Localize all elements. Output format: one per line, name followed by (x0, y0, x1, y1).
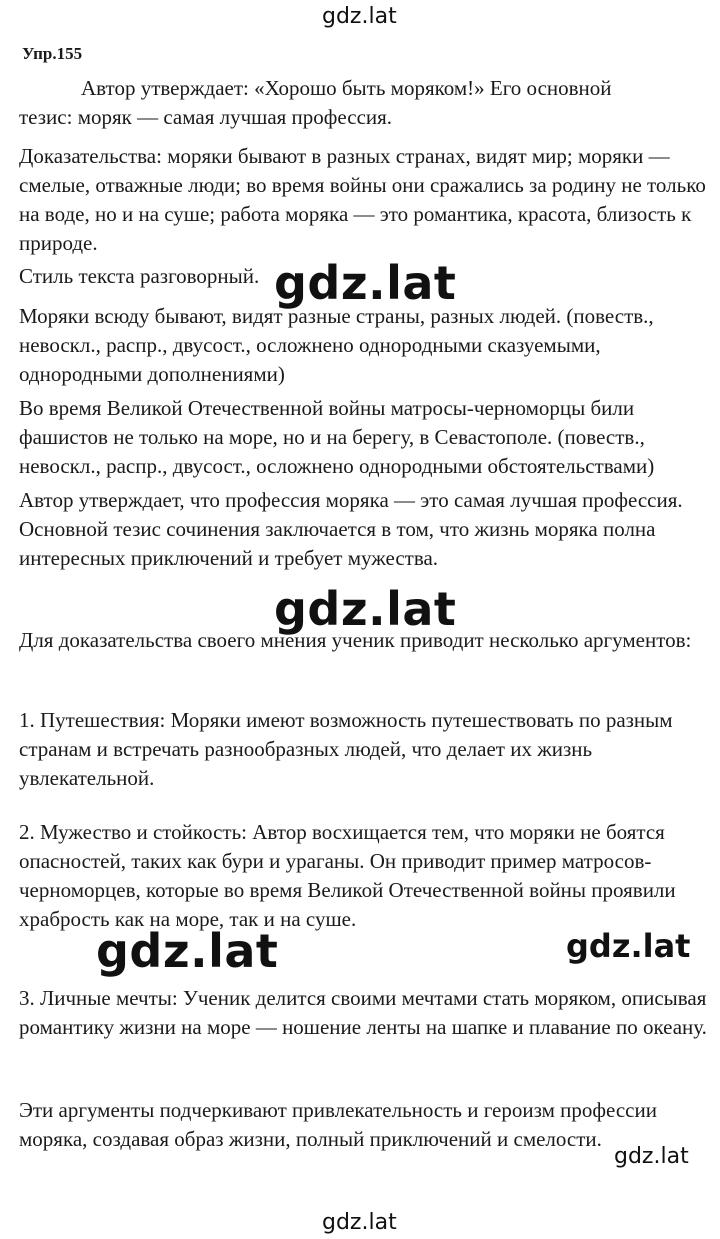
watermark-top: gdz.lat (322, 4, 397, 29)
paragraph-4: Моряки всюду бывают, видят разные страны, разных людей. (повеств., невоскл., распр., двусост., осложнено однородными сказуемыми, однородными дополнениями) (19, 304, 654, 386)
watermark-big-3: gdz.lat (96, 924, 279, 978)
paragraph-10: 3. Личные мечты: Ученик делится своими мечтами стать моряком, описывая романтику жизни на море — ношение ленты на шапке и плавание по океану. (19, 986, 707, 1039)
paragraph-6: Автор утверждает, что профессия моряка — это самая лучшая профессия. Основной тезис сочинения заключается в том, что жизнь моряка полна интересных приключений и требует мужества. (19, 488, 683, 570)
paragraph-8: 1. Путешествия: Моряки имеют возможность путешествовать по разным странам и встречать разнообразных людей, что делает их жизнь увлекательной. (19, 708, 673, 790)
watermark-mid-right: gdz.lat (566, 927, 691, 965)
paragraph-9: 2. Мужество и стойкость: Автор восхищается тем, что моряки не боятся опасностей, таких как бури и ураганы. Он приводит пример матросов-черноморцев, которые во время Великой Отечественной войны проявили храбрость как на море, так и на суше. (19, 820, 676, 931)
paragraph-5: Во время Великой Отечественной войны матросы-черноморцы били фашистов не только на море, но и на берегу, в Севастополе. (повеств., невоскл., распр., двусост., осложнено однородными обстоятельствами) (19, 396, 655, 478)
paragraph-3: Стиль текста разговорный. (19, 264, 260, 288)
paragraph-2: Доказательства: моряки бывают в разных странах, видят мир; моряки — смелые, отважные люди; во время войны они сражались за родину не только на воде, но и на суше; работа моряка — это романтика, красота, близость к природе. (19, 144, 706, 255)
paragraph-11: Эти аргументы подчеркивают привлекательность и героизм профессии моряка, создавая образ жизни, полный приключений и смелости. (19, 1098, 657, 1151)
watermark-small-right: gdz.lat (614, 1144, 689, 1169)
watermark-bottom: gdz.lat (322, 1210, 397, 1235)
paragraph-7: Для доказательства своего мнения ученик приводит несколько аргументов: (19, 628, 692, 652)
exercise-title: Упр.155 (22, 44, 83, 63)
paragraph-1 (19, 74, 659, 132)
paragraph-1-text: Автор утверждает: «Хорошо быть моряком!» Его основной тезис: моряк — самая лучшая профессия. (19, 76, 612, 129)
watermark-big-2: gdz.lat (274, 582, 457, 636)
watermark-big-1: gdz.lat (274, 256, 457, 310)
